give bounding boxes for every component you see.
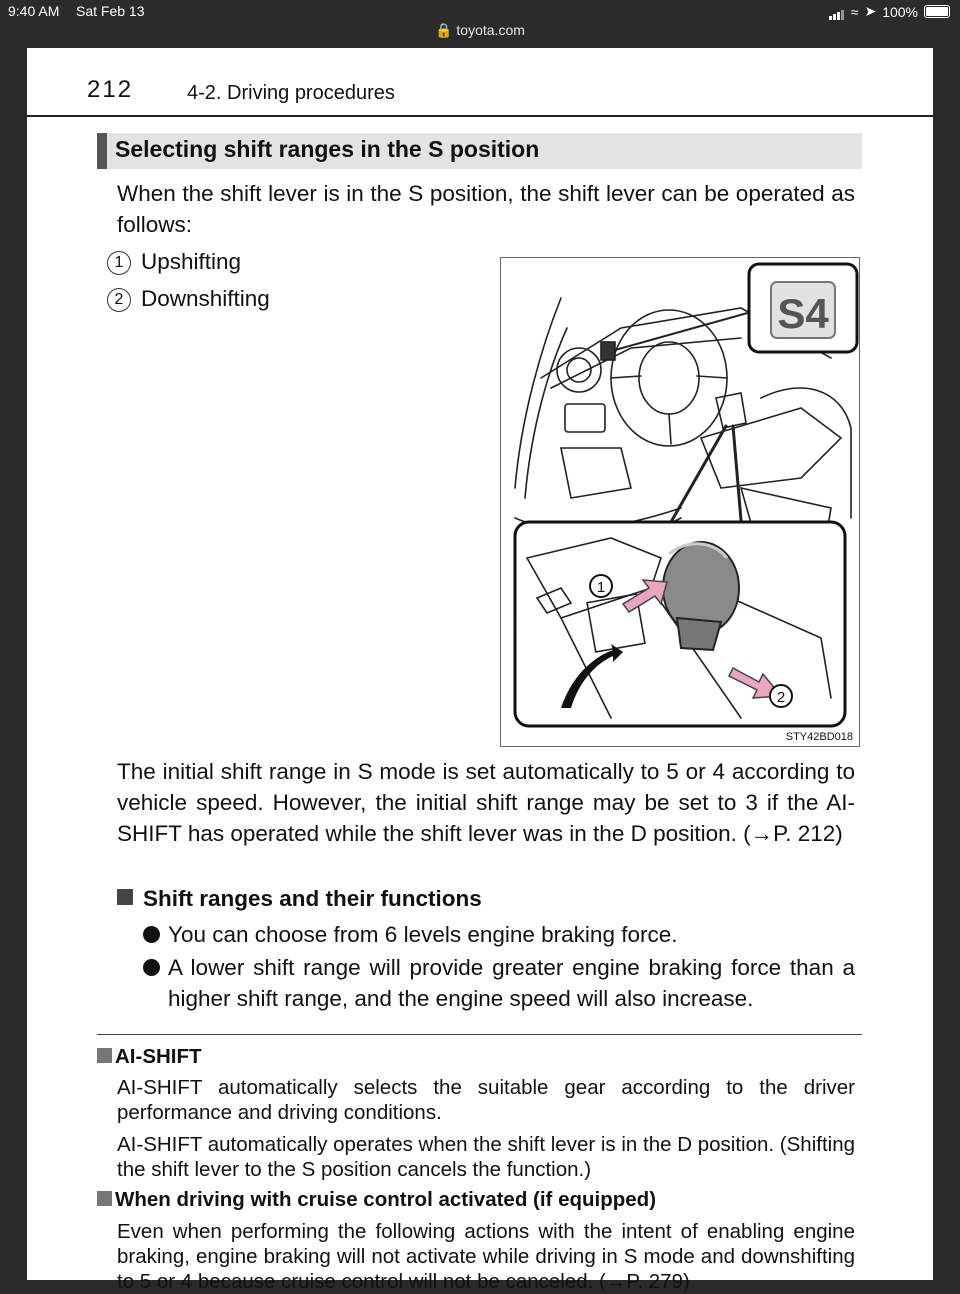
page-number: 212 bbox=[87, 76, 134, 103]
section-title: Selecting shift ranges in the S position bbox=[115, 136, 540, 162]
bullet-text: A lower shift range will provide greater engine braking force than a higher shift range, and the engine speed will also increase. bbox=[168, 955, 855, 1011]
cabin-drawing bbox=[501, 258, 859, 746]
square-bullet-icon bbox=[97, 1191, 112, 1206]
note-heading-ai-shift bbox=[97, 1045, 202, 1069]
initial-range-paragraph: The initial shift range in S mode is set automatically to 5 or 4 according to vehicle speed. However, the initial shift range may be set to 3 if the AI-SHIFT has operated while the shift lever was in the D position. (→P. 212) bbox=[117, 759, 855, 846]
signal-icon bbox=[829, 4, 845, 20]
item-label: Upshifting bbox=[141, 249, 242, 274]
url-text: toyota.com bbox=[456, 22, 525, 38]
number-circle: 2 bbox=[107, 288, 131, 312]
notes-divider bbox=[97, 1034, 862, 1035]
note-heading-cruise bbox=[97, 1188, 656, 1212]
callout-label-2: 2 bbox=[776, 689, 786, 706]
location-icon: ➤ bbox=[864, 3, 877, 19]
bullet-text: You can choose from 6 levels engine braking force. bbox=[168, 922, 678, 947]
intro-paragraph: When the shift lever is in the S position, the shift lever can be operated as follows: bbox=[117, 181, 855, 237]
item-label: Downshifting bbox=[141, 286, 270, 311]
section-breadcrumb: 4-2. Driving procedures bbox=[187, 82, 395, 104]
note-heading-text: When driving with cruise control activated (if equipped) bbox=[115, 1188, 657, 1211]
status-date: Sat Feb 13 bbox=[76, 3, 145, 19]
list-item-downshift bbox=[107, 286, 270, 312]
lock-icon: 🔒 bbox=[435, 22, 453, 38]
s4-indicator-spot bbox=[601, 342, 615, 360]
bullet-item bbox=[143, 952, 855, 1014]
note-heading-text: AI-SHIFT bbox=[115, 1045, 202, 1068]
header-rule bbox=[27, 115, 933, 117]
s4-indicator-text: S4 bbox=[777, 290, 829, 337]
bullet-dot-icon bbox=[143, 959, 160, 976]
note-paragraph: AI-SHIFT automatically operates when the shift lever is in the D position. (Shifting the shift lever to the S position cancels the function.) bbox=[117, 1133, 855, 1181]
square-bullet-icon bbox=[97, 1048, 112, 1063]
shift-lever-illustration bbox=[500, 257, 860, 747]
url-bar[interactable] bbox=[0, 22, 960, 39]
battery-icon bbox=[924, 5, 950, 18]
manual-page[interactable] bbox=[27, 48, 933, 1293]
functions-subheading-text: Shift ranges and their functions bbox=[143, 886, 482, 911]
figure-id: STY42BD018 bbox=[785, 731, 853, 743]
pillar-line bbox=[515, 298, 561, 488]
status-time: 9:40 AM bbox=[8, 3, 60, 19]
console-shape bbox=[701, 408, 841, 488]
list-item-upshift bbox=[107, 249, 241, 275]
wifi-icon: ≈ bbox=[850, 3, 859, 20]
square-bullet-icon bbox=[117, 889, 133, 905]
status-right bbox=[829, 3, 950, 20]
functions-subheading bbox=[117, 886, 482, 912]
number-circle: 1 bbox=[107, 251, 131, 275]
bullet-dot-icon bbox=[143, 926, 160, 943]
bullet-item bbox=[143, 919, 855, 950]
section-title-bar bbox=[97, 133, 862, 169]
battery-percent: 100% bbox=[882, 3, 918, 20]
note-paragraph: Even when performing the following actions with the intent of enabling engine braking, engine braking will not activate while driving in S mode and downshifting to 5 or 4 because cruise control will not be canceled. (→P. 279) bbox=[117, 1220, 855, 1293]
note-paragraph: AI-SHIFT automatically selects the suitable gear according to the driver performance and driving conditions. bbox=[117, 1076, 855, 1124]
status-bar bbox=[0, 0, 960, 48]
callout-label-1: 1 bbox=[596, 579, 606, 596]
